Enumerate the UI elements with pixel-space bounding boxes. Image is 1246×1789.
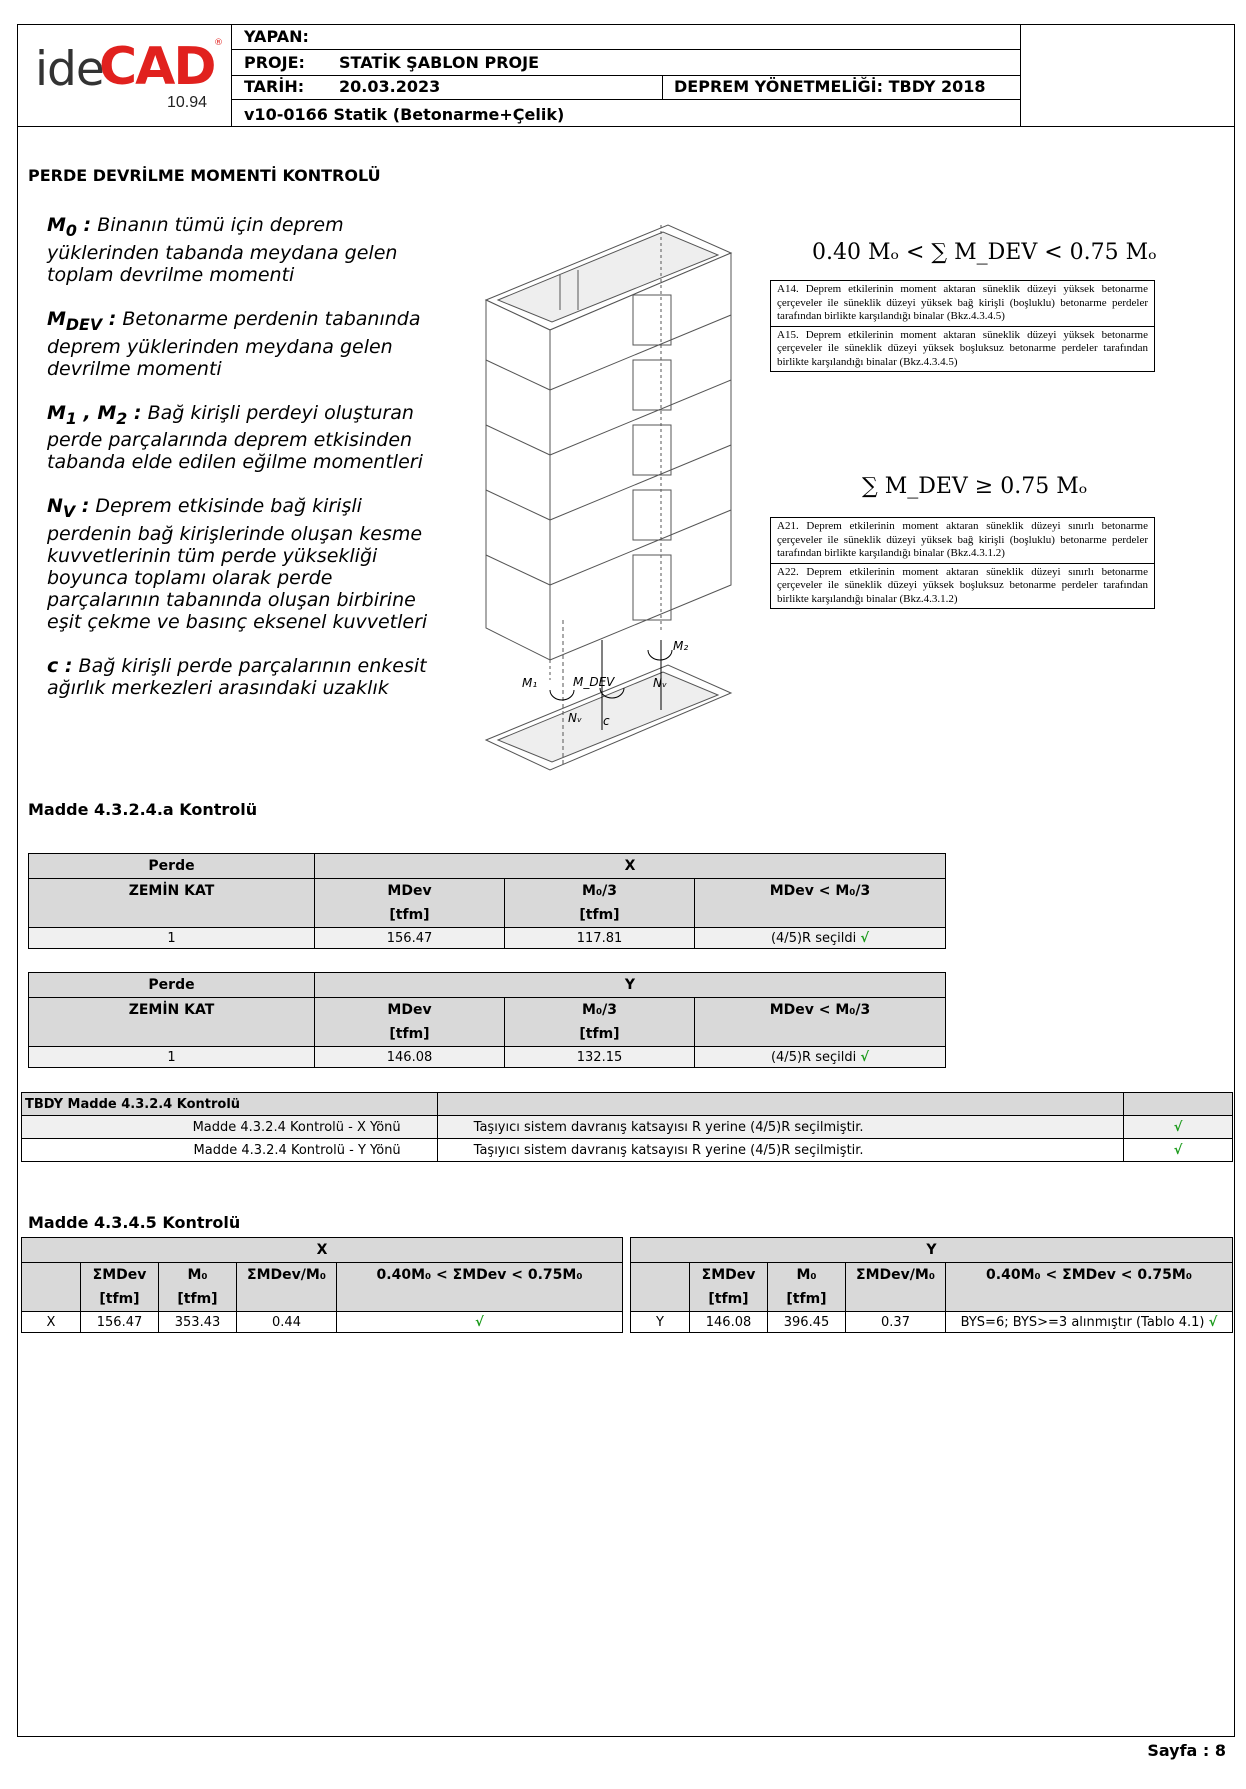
th-kat: ZEMİN KAT [29,998,315,1047]
def-m0: $M_0$ : Binanın tümü için deprem yüklerinden tabanda meydana gelen toplam devrilme momenti [47,214,398,286]
tarih-label: TARİH: [244,77,305,96]
logo-reg: ® [214,38,223,48]
th-cond: MDev < M₀/3 [695,998,946,1047]
box1-a14: A14. Deprem etkilerinin moment aktaran süneklik düzeyi yüksek betonarme çerçeveler ile süneklik düzeyi yüksek bağ kirişli (boşluklu) betonarme perdeler tarafından birlikte karşılandığı binalar (Bkz.4.3.4.5) [777,283,1148,322]
def-nv: $N_V$ : Deprem etkisinde bağ kirişli perdenin bağ kirişlerinde oluşan kesme kuvvetlerinin tüm perde yüksekliği boyunca toplamı olarak perde parçalarının tabanında oluşan birbirine eşit çekme ve basınç eksenel kuvvetleri [47,495,428,634]
table-row: Y 146.08 396.45 0.37 BYS=6; BYS>=3 alınmıştır (Tablo 4.1) √ [631,1312,1233,1333]
label-c: c [603,714,610,728]
proje-value: STATİK ŞABLON PROJE [339,53,539,72]
th-kat: ZEMİN KAT [29,879,315,928]
yapan-label: YAPAN: [244,27,309,46]
th-perde: Perde [29,973,315,998]
label-nv-bottom: Nᵥ [568,711,582,725]
table-row: Madde 4.3.2.4 Kontrolü - X Yönü Taşıyıcı sistem davranış katsayısı R yerine (4/5)R seçilmiştir. √ [22,1116,1233,1139]
th-cond: MDev < M₀/3 [695,879,946,928]
formula-range: 0.40 Mₒ < ∑ M_DEV < 0.75 Mₒ [812,240,1157,265]
idecad-logo [17,24,232,127]
th-perde: Perde [29,854,315,879]
table-row: Madde 4.3.2.4 Kontrolü - Y Yönü Taşıyıcı sistem davranış katsayısı R yerine (4/5)R seçilmiştir. √ [22,1139,1233,1162]
table-row: 1 156.47 117.81 (4/5)R seçildi √ [29,928,946,949]
header-row-tarih [232,76,1020,100]
th-m03: M₀/3 [505,879,695,904]
box2-a22: A22. Deprem etkilerinin moment aktaran süneklik düzeyi sınırlı betonarme çerçeveler ile süneklik düzeyi yüksek boşluksuz betonarme perdeler tarafından birlikte karşılandığı binalar (Bkz.4.3.1.2) [771,563,1154,609]
th-dir: X [315,854,946,879]
check-icon: √ [1208,1314,1218,1330]
label-nv-top: Nᵥ [653,676,667,690]
th-dir: X [22,1238,623,1263]
page-number: Sayfa : 8 [1147,1741,1226,1760]
header-separator [662,76,663,100]
th-m03: M₀/3 [505,998,695,1023]
header-row-proje [232,50,1020,76]
table-4345-x: X ΣMDev M₀ ΣMDev/M₀ 0.40M₀ < ΣMDev < 0.75M₀ [tfm] [tfm] X 156.47 353.43 0.44 √ [21,1237,623,1333]
box1-a15: A15. Deprem etkilerinin moment aktaran süneklik düzeyi yüksek betonarme çerçeveler ile süneklik düzeyi yüksek boşluksuz betonarme perdeler tarafından birlikte karşılandığı binalar (Bkz.4.3.4.5) [771,326,1154,372]
th-unit: [tfm] [315,1022,505,1047]
check-icon: √ [860,930,870,946]
formula-min: ∑ M_DEV ≥ 0.75 Mₒ [862,474,1088,499]
system-box-1 [770,280,1155,372]
page-title: PERDE DEVRİLME MOMENTİ KONTROLÜ [28,166,381,185]
tbdy-header: TBDY Madde 4.3.2.4 Kontrolü [22,1093,438,1116]
check-icon: √ [475,1314,484,1330]
label-m1: M₁ [522,676,538,690]
th-dir: Y [315,973,946,998]
th-mdev: MDev [315,998,505,1023]
check-icon: √ [1124,1116,1233,1139]
th-dir: Y [631,1238,1233,1263]
section-title-4324a: Madde 4.3.2.4.a Kontrolü [28,800,258,819]
proje-label: PROJE: [244,53,305,72]
def-c: c : Bağ kirişli perde parçalarının enkesit ağırlık merkezleri arasındaki uzaklık [47,655,427,700]
header-divider [1020,24,1021,127]
tbdy-table [21,1092,1233,1162]
definitions [47,214,447,721]
th-unit: [tfm] [315,903,505,928]
label-m2: M₂ [673,639,689,653]
th-unit: [tfm] [505,1022,695,1047]
table-row: 1 146.08 132.15 (4/5)R seçildi √ [29,1047,946,1068]
label-mdev: M_DEV [573,675,615,689]
system-box-2 [770,517,1155,609]
table-x [28,853,946,949]
section-title-4345: Madde 4.3.4.5 Kontrolü [28,1213,241,1232]
header-row-version [232,100,1020,127]
coupled-wall-diagram [478,210,748,785]
yonetmelik-value: DEPREM YÖNETMELİĞİ: TBDY 2018 [674,77,986,96]
check-icon: √ [860,1049,870,1065]
check-icon: √ [1124,1139,1233,1162]
version-line: v10-0166 Statik (Betonarme+Çelik) [244,105,565,124]
header-row-yapan [232,24,1020,50]
logo-cad: CAD [99,37,215,97]
box2-a21: A21. Deprem etkilerinin moment aktaran süneklik düzeyi sınırlı betonarme çerçeveler ile süneklik düzeyi yüksek bağ kirişli (boşluklu) betonarme perdeler tarafından birlikte karşılandığı binalar (Bkz.4.3.1.2) [777,520,1148,559]
logo-version: 10.94 [167,94,208,111]
table-4345-y: Y ΣMDev M₀ ΣMDev/M₀ 0.40M₀ < ΣMDev < 0.75M₀ [tfm] [tfm] Y 146.08 396.45 0.37 BYS=6; BYS>=3 alınmıştır (Tablo 4.1) √ [630,1237,1233,1333]
def-m1m2: $M_1$ , $M_2$ : Bağ kirişli perdeyi oluşturan perde parçalarında deprem etkisinden tabanda elde edilen eğilme momentleri [47,401,423,474]
th-mdev: MDev [315,879,505,904]
table-row: X 156.47 353.43 0.44 √ [22,1312,623,1333]
th-unit: [tfm] [505,903,695,928]
def-mdev: $M_{DEV}$ : Betonarme perdenin tabanında deprem yüklerinden meydana gelen devrilme momenti [47,307,421,380]
tarih-value: 20.03.2023 [339,77,441,96]
table-y [28,972,946,1068]
logo-ide: ide [35,42,104,97]
